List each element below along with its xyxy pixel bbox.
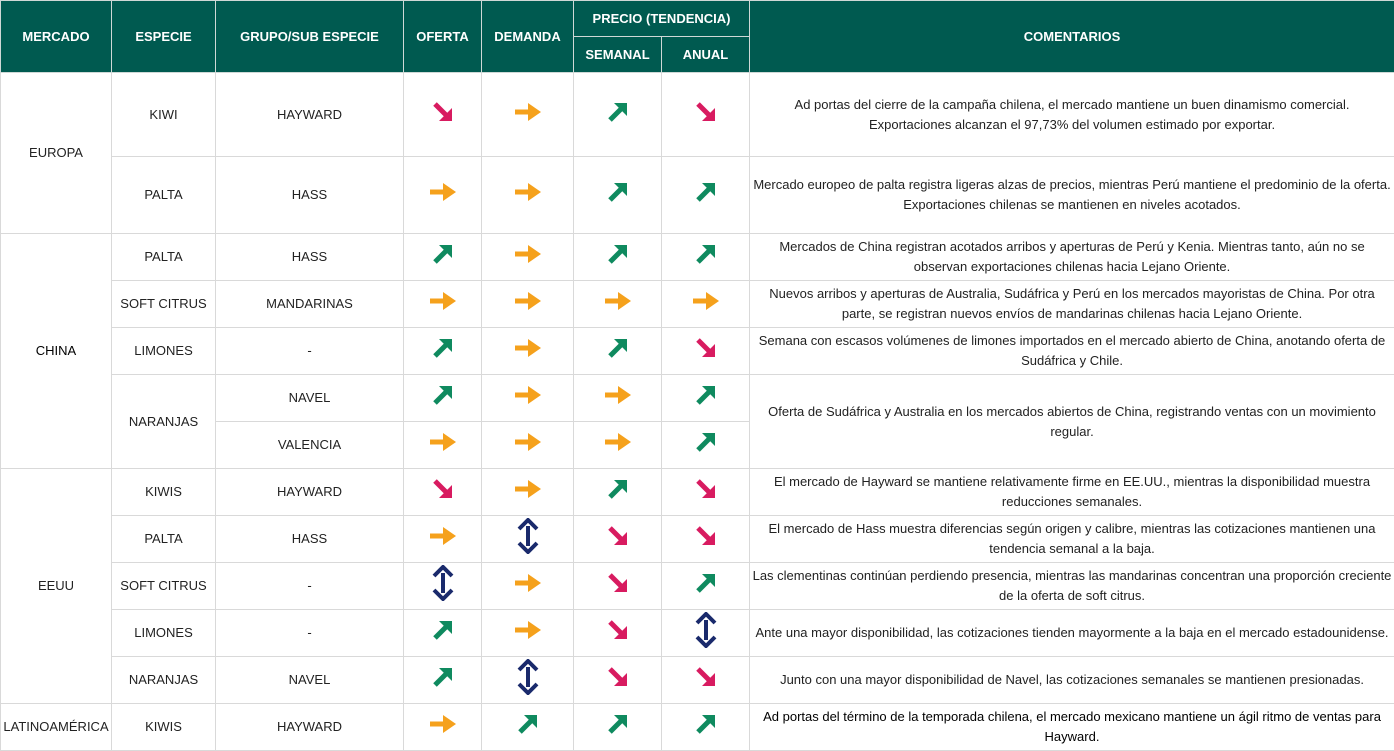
cell-grupo: MANDARINAS [216,281,404,328]
arrow-right-icon [513,243,543,271]
table-row [1,157,1394,234]
cell-anual [662,281,750,328]
cell-semanal [574,157,662,234]
arrow-up-down-icon [693,612,719,654]
cell-semanal [574,375,662,422]
arrow-up-right-icon [605,711,631,743]
cell-especie: NARANJAS [112,375,216,469]
header-demanda: DEMANDA [482,1,574,73]
cell-especie: SOFT CITRUS [112,281,216,328]
table-row [1,469,1394,516]
arrow-up-right-icon [605,179,631,211]
cell-oferta [404,469,482,516]
cell-comentario: Semana con escasos volúmenes de limones importados en el mercado abierto de China, anotando oferta de Sudáfrica y Chile. [750,328,1394,375]
arrow-up-right-icon [605,476,631,508]
cell-demanda [482,610,574,657]
arrow-up-right-icon [693,570,719,602]
arrow-up-right-icon [693,241,719,273]
table-row [1,657,1394,704]
cell-grupo: - [216,328,404,375]
cell-oferta [404,657,482,704]
cell-anual [662,375,750,422]
cell-grupo: HAYWARD [216,469,404,516]
arrow-up-right-icon [430,241,456,273]
cell-especie: PALTA [112,234,216,281]
cell-semanal [574,422,662,469]
arrow-up-down-icon [515,659,541,701]
arrow-right-icon [428,431,458,459]
cell-especie: KIWI [112,73,216,157]
table-row [1,234,1394,281]
cell-especie: LIMONES [112,610,216,657]
arrow-down-right-icon [430,99,456,131]
cell-especie: SOFT CITRUS [112,563,216,610]
cell-demanda [482,328,574,375]
arrow-down-right-icon [605,617,631,649]
arrow-right-icon [428,525,458,553]
arrow-right-icon [513,384,543,412]
cell-especie: KIWIS [112,469,216,516]
table-row [1,563,1394,610]
cell-grupo: NAVEL [216,657,404,704]
header-mercado: MERCADO [1,1,112,73]
arrow-up-right-icon [693,429,719,461]
arrow-down-right-icon [693,664,719,696]
cell-semanal [574,563,662,610]
arrow-down-right-icon [693,523,719,555]
arrow-up-right-icon [430,617,456,649]
table-row [1,73,1394,157]
cell-comentario: Oferta de Sudáfrica y Australia en los mercados abiertos de China, registrando ventas con un movimiento regular. [750,375,1394,469]
cell-comentario: Junto con una mayor disponibilidad de Navel, las cotizaciones semanales se mantienen presionadas. [750,657,1394,704]
cell-comentario: Mercados de China registran acotados arribos y aperturas de Perú y Kenia. Mientras tanto, aún no se observan exportaciones chilenas hacia Lejano Oriente. [750,234,1394,281]
cell-semanal [574,234,662,281]
cell-grupo: - [216,563,404,610]
cell-comentario: Ad portas del cierre de la campaña chilena, el mercado mantiene un buen dinamismo comercial. Exportaciones alcanzan el 97,73% del volumen estimado por exportar. [750,73,1394,157]
cell-semanal [574,281,662,328]
cell-comentario: Ante una mayor disponibilidad, las cotizaciones tienden mayormente a la baja en el mercado estadounidense. [750,610,1394,657]
arrow-right-icon [513,619,543,647]
arrow-right-icon [603,431,633,459]
arrow-up-right-icon [693,179,719,211]
market-latam: LATINOAMÉRICA [1,704,112,751]
market-eeuu: EEUU [1,469,112,704]
cell-anual [662,422,750,469]
arrow-up-right-icon [605,99,631,131]
arrow-down-right-icon [605,523,631,555]
cell-comentario: El mercado de Hayward se mantiene relativamente firme en EE.UU., mientras la disponibilidad muestra reducciones semanales. [750,469,1394,516]
cell-especie: NARANJAS [112,657,216,704]
cell-comentario: El mercado de Hass muestra diferencias según origen y calibre, mientras las cotizaciones mantienen una tendencia semanal a la baja. [750,516,1394,563]
arrow-down-right-icon [693,99,719,131]
cell-especie: PALTA [112,516,216,563]
market-europa: EUROPA [1,73,112,234]
arrow-right-icon [513,101,543,129]
cell-demanda [482,563,574,610]
table-row [1,704,1394,751]
arrow-right-icon [428,290,458,318]
cell-oferta [404,281,482,328]
cell-oferta [404,563,482,610]
cell-oferta [404,234,482,281]
cell-oferta [404,375,482,422]
arrow-down-right-icon [430,476,456,508]
cell-anual [662,516,750,563]
cell-oferta [404,704,482,751]
cell-grupo: HAYWARD [216,73,404,157]
header-anual: ANUAL [662,37,750,73]
arrow-right-icon [428,713,458,741]
arrow-up-right-icon [605,335,631,367]
arrow-down-right-icon [693,476,719,508]
arrow-up-right-icon [693,382,719,414]
cell-especie: LIMONES [112,328,216,375]
cell-demanda [482,704,574,751]
cell-demanda [482,157,574,234]
header-semanal: SEMANAL [574,37,662,73]
table-row [1,516,1394,563]
header-oferta: OFERTA [404,1,482,73]
arrow-up-down-icon [430,565,456,607]
cell-grupo: NAVEL [216,375,404,422]
cell-demanda [482,657,574,704]
cell-oferta [404,328,482,375]
arrow-up-right-icon [430,382,456,414]
cell-semanal [574,328,662,375]
cell-demanda [482,422,574,469]
cell-semanal [574,657,662,704]
table-row [1,328,1394,375]
cell-grupo: - [216,610,404,657]
cell-grupo: HAYWARD [216,704,404,751]
arrow-down-right-icon [693,335,719,367]
arrow-right-icon [691,290,721,318]
cell-anual [662,157,750,234]
cell-grupo: HASS [216,157,404,234]
arrow-down-right-icon [605,570,631,602]
arrow-up-right-icon [430,664,456,696]
arrow-right-icon [513,337,543,365]
cell-oferta [404,516,482,563]
cell-anual [662,704,750,751]
arrow-up-right-icon [605,241,631,273]
cell-semanal [574,516,662,563]
arrow-right-icon [603,384,633,412]
header-comentarios: COMENTARIOS [750,1,1394,73]
arrow-up-down-icon [515,518,541,560]
table-row [1,610,1394,657]
cell-oferta [404,422,482,469]
cell-grupo: VALENCIA [216,422,404,469]
cell-anual [662,563,750,610]
cell-especie: KIWIS [112,704,216,751]
cell-grupo: HASS [216,234,404,281]
arrow-right-icon [513,572,543,600]
cell-anual [662,469,750,516]
cell-demanda [482,281,574,328]
arrow-up-right-icon [430,335,456,367]
cell-comentario: Las clementinas continúan perdiendo presencia, mientras las mandarinas concentran una proporción creciente de la oferta de soft citrus. [750,563,1394,610]
cell-anual [662,73,750,157]
arrow-right-icon [513,181,543,209]
cell-anual [662,328,750,375]
cell-demanda [482,469,574,516]
cell-oferta [404,73,482,157]
arrow-up-right-icon [693,711,719,743]
cell-demanda [482,73,574,157]
cell-demanda [482,516,574,563]
cell-grupo: HASS [216,516,404,563]
table-row [1,375,1394,422]
arrow-right-icon [603,290,633,318]
cell-especie: PALTA [112,157,216,234]
arrow-right-icon [428,181,458,209]
header-especie: ESPECIE [112,1,216,73]
arrow-up-right-icon [515,711,541,743]
cell-semanal [574,469,662,516]
cell-comentario: Mercado europeo de palta registra ligeras alzas de precios, mientras Perú mantiene el predominio de la oferta. Exportaciones chilenas se mantienen en niveles acotados. [750,157,1394,234]
arrow-down-right-icon [605,664,631,696]
cell-semanal [574,704,662,751]
cell-semanal [574,73,662,157]
header-grupo: GRUPO/SUB ESPECIE [216,1,404,73]
cell-anual [662,610,750,657]
arrow-right-icon [513,290,543,318]
arrow-right-icon [513,431,543,459]
cell-comentario: Ad portas del término de la temporada chilena, el mercado mexicano mantiene un ágil ritmo de ventas para Hayward. [750,704,1394,751]
cell-semanal [574,610,662,657]
cell-demanda [482,375,574,422]
market-china: CHINA [1,234,112,469]
arrow-right-icon [513,478,543,506]
header-precio: PRECIO (TENDENCIA) [574,1,750,37]
cell-demanda [482,234,574,281]
cell-anual [662,657,750,704]
table-row [1,281,1394,328]
cell-oferta [404,157,482,234]
cell-oferta [404,610,482,657]
cell-anual [662,234,750,281]
cell-comentario: Nuevos arribos y aperturas de Australia, Sudáfrica y Perú en los mercados mayoristas de China. Por otra parte, se registran nuevos envíos de mandarinas chilenas hacia Lejano Oriente. [750,281,1394,328]
